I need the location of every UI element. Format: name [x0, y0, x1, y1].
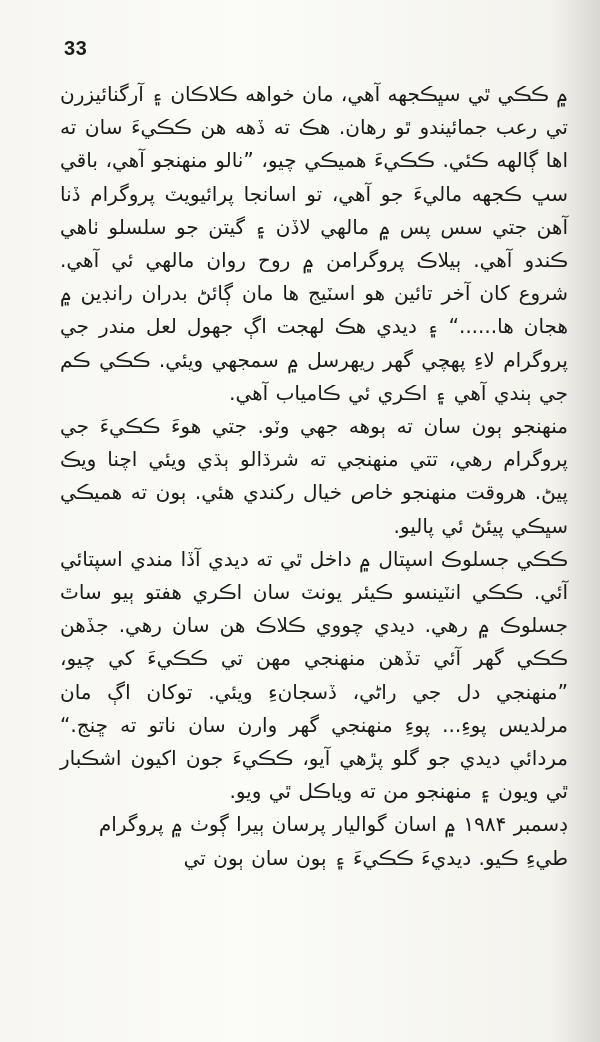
page-number: 33 — [64, 38, 88, 60]
paragraph: ڪڪي جسلوڪ اسپتال ۾ داخل ٿي ته ديدي آڏا مندي اسپتائي آئي. ڪڪي انٽينسو ڪيئر يونٽ سان اڪري هفتو ٻيو ساٿ جسلوڪ ۾ رهي. ديدي چووي ڪلاڪ هن سان رهي. جڏهن ڪڪي گهر آئي تڏهن منهنجي مهن تي ڪڪيءَ کي چيو، ”منهنجي دل جي راڻي، ڏسجانءِ ويئي. توکان اڳ مان مرلديس پوءِ... پوءِ منهنجي گهر وارن سان ناتو ته ڇنج.“ مردائي ديدي جو گلو پڙهي آيو، ڪڪيءَ جون اکيون اشڪبار ٿي ويون ۽ منهنجو من ته وياڪل ٿي ويو. — [60, 546, 568, 804]
paragraph: ڊسمبر ۱۹۸۴ ۾ اسان گواليار پرسان ٻيرا ڳوٺ ۾ پروگرام طيءِ ڪيو. ديديءَ ڪڪيءَ ۽ ٻون سان ٻون تي — [98, 812, 568, 870]
paragraph: ۾ ڪڪي ٿي سڀڪجهه آهي، مان خواهه ڪلاڪان ۽ آرگنائيزرن تي رعب جمائيندو ٿو رهان. هڪ ته ڏهه هن ڪڪيءَ سان ته اها ڳالهه ڪئي. ڪڪيءَ هميڪي چيو، ”نالو منهنجو آهي، باقي سڀ ڪجهه ماليءَ جو آهي، تو اسانجا پرائيويٽ پروگرام ڏنا آهن جتي سس پس ۾ مالهي لاڏن ۽ گيتن جو سلسلو ٺاهي ڪندو آهي. ٻيلاڪ پروگرامن ۾ روح روان مالهي ئي آهي. شروع کان آخر تائين هو اسٽيج ها مان ڳائڻ بدران رانڊين ۾ هجان ها......“ ۽ ديدي هڪ لهجت اڳ جهول لعل مندر جي پروگرام لاءِ پهچي گهر ريهرسل ۾ سمجهي ويئي. ڪڪي ڪم جي ٻندي آهي ۽ اڪري ئي ڪامياب آهي. — [60, 82, 568, 405]
body-text — [60, 78, 568, 875]
paragraph: منهنجو ٻون سان ته ٻوهه جهي وٽو. جتي هوءَ ڪڪيءَ جي پروگرام رهي، تتي منهنجي ته شرڌالو ٻڌي ويئي اچنا ويڪ پيڻ. هروقت منهنجو خاص خيال رکندي هئي. ٻون ته هميڪي سڀڪي پيئڻ ئي پاليو. — [60, 414, 568, 538]
